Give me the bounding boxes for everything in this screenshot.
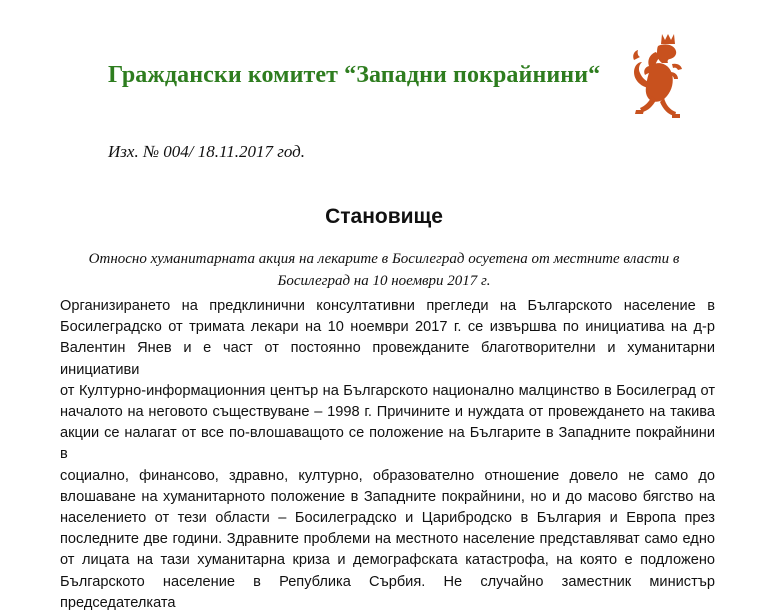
- body-line: от лицата на тази хуманитарна криза и демографската катастрофа, на която е подложено: [60, 552, 715, 569]
- body-line: Босилеградско от тримата лекари на 10 ноември 2017 г. се извършва по инициатива на д-р: [60, 319, 715, 336]
- body-line: от Културно-информационния център на Българското национално малцинство в Босилеград от: [60, 382, 715, 399]
- subtitle-line: Относно хуманитарната акция на лекарите в Босилеград осуетена от местните власти в: [88, 251, 680, 267]
- heraldic-lion-icon: [628, 30, 690, 130]
- body-line: влошаване на хуманитарното положение в Западните покрайнини, но и до масово бягство на: [60, 488, 715, 505]
- body-line: населението от тези области – Босилеградско и Царибродско в България и Европа през: [60, 510, 715, 527]
- document-subtitle: [60, 248, 708, 292]
- reference-number: Изх. № 004/ 18.11.2017 год.: [108, 142, 305, 161]
- body-paragraph: [60, 296, 715, 614]
- subtitle-line: Босилеград на 10 ноември 2017 г.: [277, 273, 491, 289]
- body-line: последните две години. Здравните проблеми на местното население представляват само едно: [60, 531, 715, 548]
- body-line: Организирането на предклинични консултативни прегледи на Българското население в: [60, 298, 715, 314]
- organization-title: Граждански комитет “Западни покрайнини“: [108, 62, 601, 88]
- body-line: Българското население в Република Сърбия. Не случайно заместник министър председателката: [60, 573, 715, 611]
- body-line: началото на неговото съществуване – 1998 г. Причините и нуждата от провеждането на такива: [60, 404, 715, 421]
- document-title: Становище: [325, 205, 443, 228]
- body-line: Валентин Янев и е част от постоянно провежданите благотворителни и хуманитарни инициативи: [60, 340, 715, 378]
- body-line: акции се налагат от все по-влошаващото се положение на Българите в Западните покрайнини в: [60, 425, 715, 463]
- body-line: социално, финансово, здравно, културно, образователно отношение довело не само до: [60, 467, 715, 484]
